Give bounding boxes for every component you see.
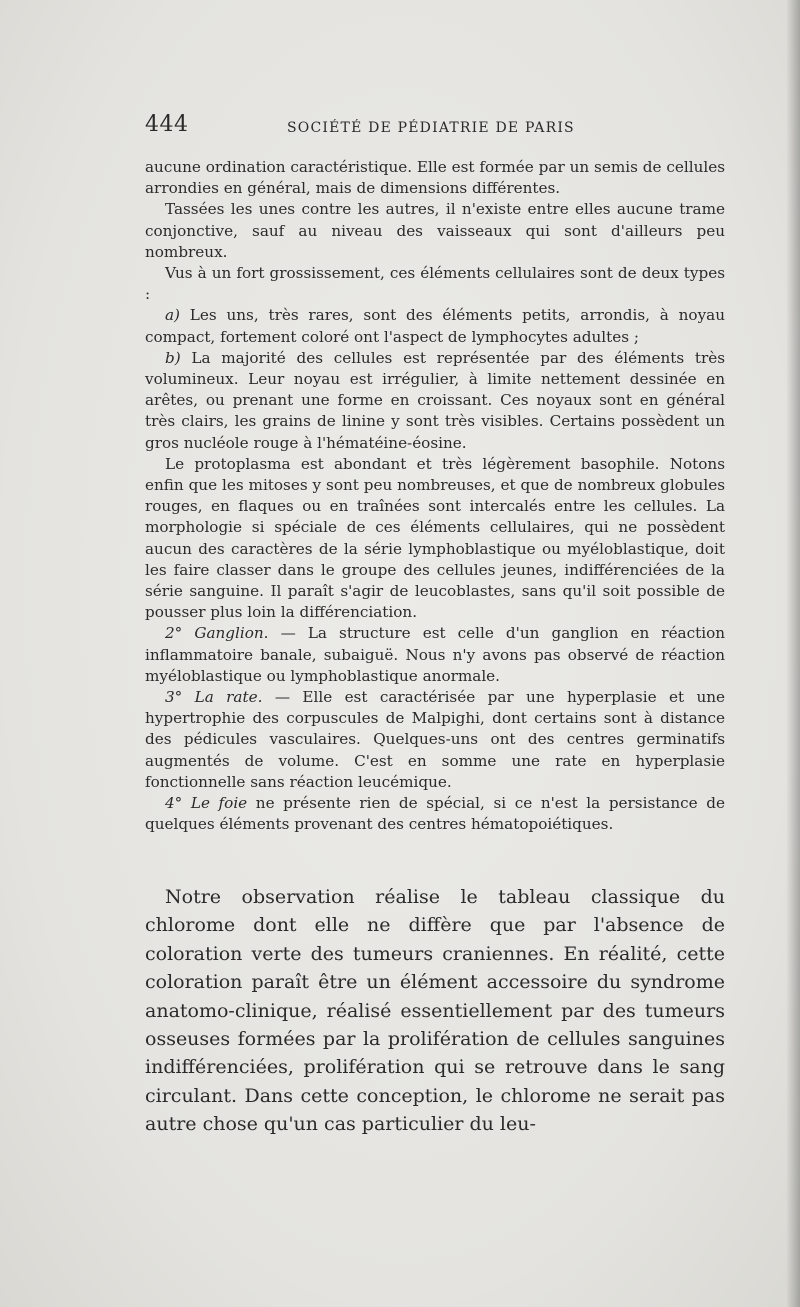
paragraph-2: Tassées les unes contre les autres, il n'existe entre elles aucune trame conjonctive, sauf au niveau des vaisseaux qui sont d'ailleurs peu nombreux. xyxy=(145,200,725,261)
item-text-b: La majorité des cellules est représentée par des éléments très volumineux. Leur noyau est irrégulier, à limite nettement dessinée en arêtes, ou prenant une forme en croissant. Ces noyaux sont en général très clairs, les grains de linine y sont très visibles. Certains possèdent un gros nucléole rouge à l'hématéine-éosine. xyxy=(145,348,726,452)
running-title: SOCIÉTÉ DE PÉDIATRIE DE PARIS xyxy=(287,120,575,136)
item-label-b: b) xyxy=(165,348,181,367)
paragraph-4 xyxy=(145,305,725,347)
page-number: 444 xyxy=(145,112,189,137)
section-label-ganglion: 2° Ganglion. xyxy=(165,624,269,643)
page-header xyxy=(145,112,735,142)
item-label-a: a) xyxy=(165,306,180,325)
paragraph-1: aucune ordination caractéristique. Elle est formée par un semis de cellules arrondies en général, mais de dimensions différentes. xyxy=(145,158,725,198)
page-edge-shadow xyxy=(786,0,800,1307)
paragraph-6: Le protoplasma est abondant et très légèrement basophile. Notons enfin que les mitoses y sont peu nombreuses, et que de nombreux globules rouges, en flaques ou en traînées sont intercalés entre les cellules. La morphologie si spéciale de ces éléments cellulaires, qui ne possèdent aucun des caractères de la série lymphoblastique ou myéloblastique, doit les faire classer dans le groupe des cellules jeunes, indifférenciées de la série sanguine. Il paraît s'agir de leucoblastes, sans qu'il soit possible de pousser plus loin la différenciation. xyxy=(145,454,725,622)
section-text-foie: ne présente rien de spécial, si ce n'est la persistance de quelques éléments provenant des centres hématopoiétiques. xyxy=(145,794,725,834)
section-text-ganglion: — La structure est celle d'un ganglion en réaction inflammatoire banale, subaiguë. Nous n'y avons pas observé de réaction myéloblastique ou lymphoblastique anormale. xyxy=(145,624,726,685)
paragraph-rate xyxy=(145,687,725,793)
body-text xyxy=(145,157,725,836)
section-text-rate: — Elle est caractérisée par une hyperplasie et une hypertrophie des corpuscules de Malpighi, dont certains sont à distance des pédicules vasculaires. Quelques-uns ont des centres germinatifs augmentés de volume. C'est en somme une rate en hyperplasie fonctionnelle sans réaction leucémique. xyxy=(145,688,725,791)
section-label-rate: 3° La rate. xyxy=(165,688,263,707)
paragraph-5 xyxy=(145,348,725,454)
section-label-foie: 4° Le foie xyxy=(165,794,248,813)
conclusion-paragraph: Notre observation réalise le tableau classique du chlorome dont elle ne diffère que par l'absence de coloration verte des tumeurs craniennes. En réalité, cette coloration paraît être un élément accessoire du syndrome anatomo-clinique, réalisé essentiellement par des tumeurs osseuses formées par la prolifération de cellules sanguines indifférenciées, prolifération qui se retrouve dans le sang circulant. Dans cette conception, le chlorome ne serait pas autre chose qu'un cas particulier du leu- xyxy=(145,886,725,1136)
paragraph-foie xyxy=(145,793,725,835)
item-text-a: Les uns, très rares, sont des éléments petits, arrondis, à noyau compact, fortement coloré ont l'aspect de lymphocytes adultes ; xyxy=(145,306,725,346)
paragraph-3: Vus à un fort grossissement, ces éléments cellulaires sont de deux types : xyxy=(145,264,725,304)
paragraph-ganglion xyxy=(145,623,725,687)
conclusion-section xyxy=(145,883,725,1139)
